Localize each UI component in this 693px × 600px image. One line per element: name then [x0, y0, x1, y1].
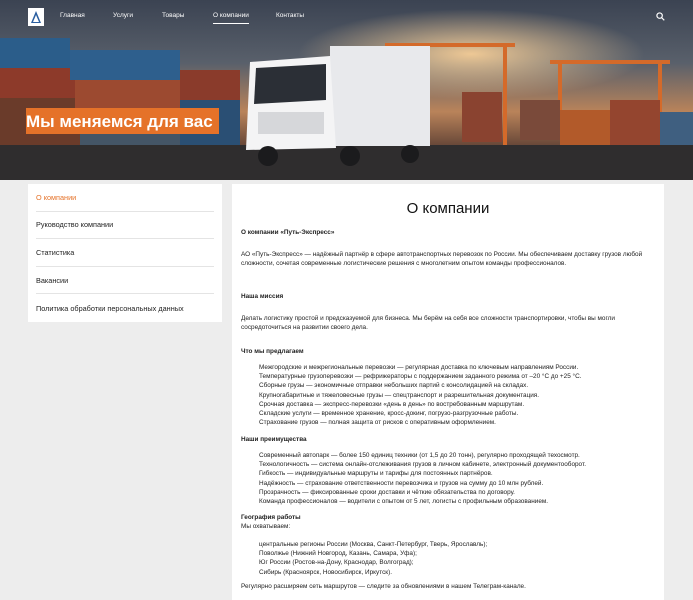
list-item: Складские услуги — временное хранение, кросс-докинг, погрузо-разгрузочные работы. [259, 410, 519, 418]
main-content [232, 184, 664, 600]
list-item: Сибирь (Красноярск, Новосибирск, Иркутск). [259, 568, 392, 576]
advantages-heading: Наши преимущества [241, 436, 307, 443]
nav-contacts[interactable]: Контакты [276, 12, 305, 19]
hero-banner [0, 0, 693, 180]
top-navigation [0, 0, 693, 34]
nav-products[interactable]: Товары [162, 12, 185, 19]
sidebar-item-statistics[interactable]: Статистика [36, 239, 214, 267]
list-item: Юг России (Ростов-на-Дону, Краснодар, Волгоград); [259, 559, 414, 567]
list-item: Прозрачность — фиксированные сроки доставки и чёткие обязательства по договору. [259, 488, 515, 496]
sidebar-item-about[interactable]: О компании [36, 184, 214, 212]
list-item: Технологичность — система онлайн-отслеживания грузов в личном кабинете, электронный документооборот. [259, 461, 586, 469]
list-item: Крупногабаритные и тяжеловесные грузы — спецтранспорт и разрешительная документация. [259, 391, 540, 399]
nav-home[interactable]: Главная [60, 12, 85, 19]
nav-about[interactable]: О компании [213, 12, 249, 24]
nav-services[interactable]: Услуги [113, 12, 133, 19]
mission-heading: Наша миссия [241, 293, 284, 300]
footer-text: Регулярно расширяем сеть маршрутов — следите за обновлениями в нашем Телеграм-канале. [241, 583, 526, 590]
list-item: Срочная доставка — экспресс-перевозки «день в день» по востребованным маршрутам. [259, 400, 525, 408]
page-title: О компании [406, 200, 490, 217]
sidebar-menu [28, 184, 222, 322]
list-item: Страхование грузов — полная защита от рисков с оперативным оформлением. [259, 419, 496, 427]
sidebar-item-privacy-policy[interactable]: Политика обработки персональных данных [36, 303, 184, 313]
sidebar-item-vacancies[interactable]: Вакансии [36, 267, 214, 295]
search-icon[interactable] [656, 12, 665, 21]
list-item: Команда профессионалов — водители с опытом от 5 лет, логисты с профильным образованием. [259, 498, 549, 506]
list-item: Сборные грузы — экономичные отправки небольших партий с консолидацией на складах. [259, 382, 529, 390]
geo-list [241, 540, 655, 577]
about-heading: О компании «Путь-Экспресс» [241, 229, 335, 236]
list-item: центральные регионы России (Москва, Санкт-Петербург, Тверь, Ярославль); [259, 541, 488, 548]
sidebar-item-management[interactable]: Руководство компании [36, 212, 214, 240]
advantages-list [241, 451, 655, 506]
geo-intro: Мы охватываем: [241, 523, 291, 530]
hero-title: Мы меняемся для вас [26, 108, 219, 134]
logo-icon[interactable] [28, 8, 44, 26]
list-item: Температурные грузоперевозки — рефрижераторы с поддержанием заданного режима от –20 °C до +25 °C. [259, 373, 582, 381]
list-item: Межгородские и межрегиональные перевозки — регулярная доставка по ключевым направлениям России. [259, 364, 579, 371]
offer-heading: Что мы предлагаем [241, 348, 304, 355]
mission-text: Делать логистику простой и предсказуемой для бизнеса. Мы берём на себя все сложности транспортировки, чтобы вы могли сосредоточиться на развитии своего дела. [241, 315, 615, 332]
list-item: Современный автопарк — более 150 единиц техники (от 1,5 до 20 тонн), регулярно проходящей техосмотр. [259, 452, 580, 459]
offer-list [241, 363, 655, 427]
list-item: Гибкость — индивидуальные маршруты и тарифы для постоянных партнёров. [259, 470, 493, 478]
list-item: Надёжность — страхование ответственности перевозчика и грузов на сумму до 10 млн рублей. [259, 479, 544, 487]
geo-heading: География работы [241, 514, 301, 521]
list-item: Поволжье (Нижний Новгород, Казань, Самара, Уфа); [259, 550, 417, 558]
about-text: АО «Путь-Экспресс» — надёжный партнёр в сфере автотранспортных перевозок по России. Мы обеспечиваем доставку грузов любой сложности, сочетая современные логистические решения с многолетним опытом команды профессионалов. [241, 251, 643, 268]
